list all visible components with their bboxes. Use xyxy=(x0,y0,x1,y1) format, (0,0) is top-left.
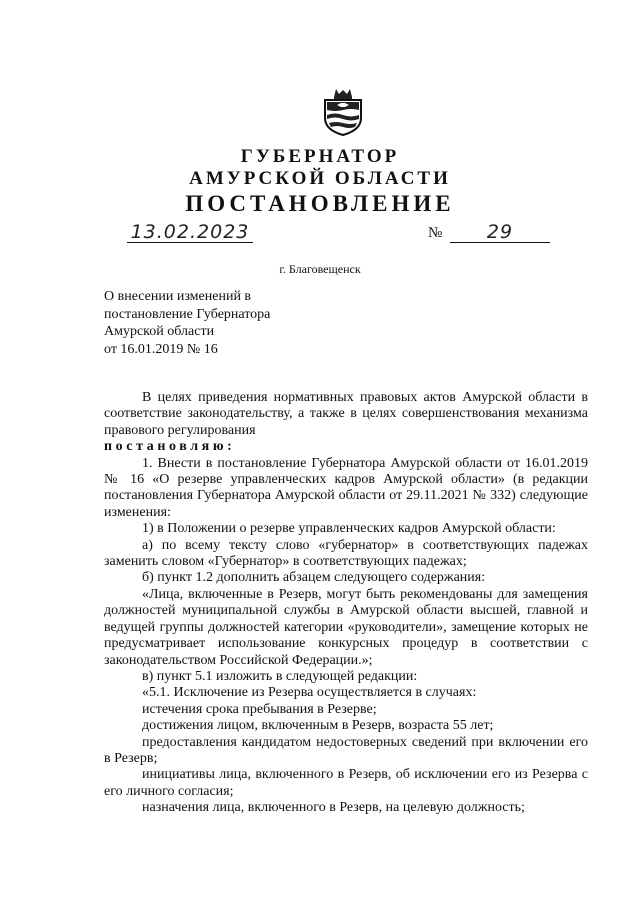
header-title-region: АМУРСКОЙ ОБЛАСТИ xyxy=(189,168,451,189)
body-paragraph: инициативы лица, включенного в Резерв, об исключении его из Резерва с его личного согласия; xyxy=(104,767,588,799)
document-date-field xyxy=(127,221,253,245)
document-number-handwritten: 29 xyxy=(486,221,514,243)
body-paragraph: «Лица, включенные в Резерв, могут быть рекомендованы для замещения должностей муниципальной службы в Амурской области высшей, главной и ведущей группы должностей категории «руководители», замещение которых не предусматривает использование конкурсных процедур в соответствии с законодательством Российской Федерации.»; xyxy=(104,586,588,668)
body-paragraph: 1) в Положении о резерве управленческих кадров Амурской области: xyxy=(142,521,556,537)
body-paragraph: достижения лицом, включенным в Резерв, возраста 55 лет; xyxy=(142,718,494,734)
body-paragraph: назначения лица, включенного в Резерв, на целевую должность; xyxy=(142,800,525,816)
amur-oblast-coat-of-arms-icon xyxy=(322,88,364,136)
subject-line: О внесении изменений в xyxy=(104,289,252,304)
resolve-line xyxy=(104,439,588,455)
subject-line: постановление Губернатора xyxy=(104,306,271,322)
body-paragraph: 1. Внести в постановление Губернатора Амурской области от 16.01.2019 № 16 «О резерве управленческих кадров Амурской области» (в редакции постановления Губернатора Амурской области от 29.11.2021 № 332) следующие изменения: xyxy=(104,455,588,520)
date-underline xyxy=(127,242,253,243)
body-paragraph: в) пункт 5.1 изложить в следующей редакции: xyxy=(142,668,418,684)
subject-line: Амурской области xyxy=(104,324,215,339)
document-number-label: № xyxy=(428,225,443,241)
body-paragraph: а) по всему тексту слово «губернатор» в соответствующих падежах заменить словом «Губернатор» в соответствующих падежах; xyxy=(104,537,588,570)
document-body xyxy=(104,390,588,817)
body-paragraph: «5.1. Исключение из Резерва осуществляется в случаях: xyxy=(142,685,477,701)
document-subject xyxy=(104,288,270,358)
document-type-title: ПОСТАНОВЛЕНИЕ xyxy=(185,191,455,216)
resolve-word: постановляю: xyxy=(104,439,236,455)
subject-line: от 16.01.2019 № 16 xyxy=(104,341,218,357)
preamble-paragraph: В целях приведения нормативных правовых актов Амурской области в соответствие законодательству, а также в целях совершенствования механизма правового регулирования xyxy=(104,390,588,438)
body-paragraph: предоставления кандидатом недостоверных сведений при включении его в Резерв; xyxy=(104,734,588,766)
header-title-governor: ГУБЕРНАТОР xyxy=(240,146,400,167)
number-underline xyxy=(450,242,550,243)
document-city: г. Благовещенск xyxy=(279,262,361,276)
body-paragraph: истечения срока пребывания в Резерве; xyxy=(142,701,377,717)
body-paragraph: б) пункт 1.2 дополнить абзацем следующего содержания: xyxy=(142,570,486,586)
document-number-field xyxy=(450,221,550,245)
document-date-handwritten: 13.02.2023 xyxy=(130,221,250,243)
